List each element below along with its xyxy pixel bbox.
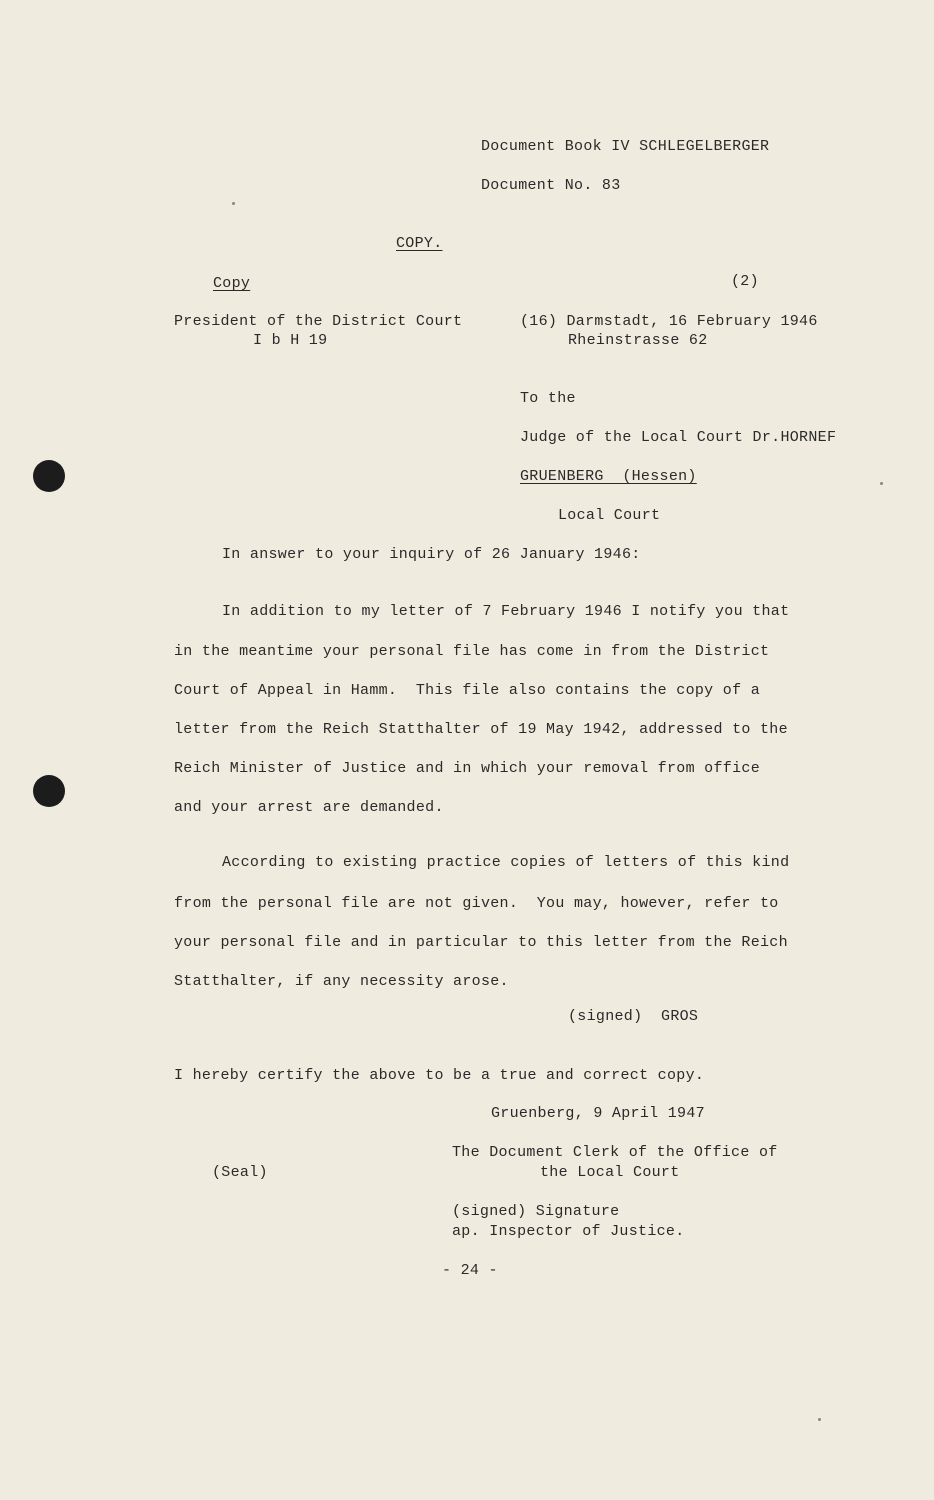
punch-hole-bottom <box>33 775 65 807</box>
paragraph-2-line: from the personal file are not given. You may, however, refer to <box>174 895 779 912</box>
paragraph-1-line: letter from the Reich Statthalter of 19 May 1942, addressed to the <box>174 721 788 738</box>
paragraph-1-line: In addition to my letter of 7 February 1946 I notify you that <box>222 603 790 620</box>
place-date-line-2: Rheinstrasse 62 <box>568 332 708 349</box>
subject-line: In answer to your inquiry of 26 January 1946: <box>222 546 641 563</box>
seal-label: (Seal) <box>212 1164 268 1181</box>
paragraph-1-line: Court of Appeal in Hamm. This file also contains the copy of a <box>174 682 760 699</box>
clerk-line-1: The Document Clerk of the Office of <box>452 1144 778 1161</box>
paper-speck <box>232 202 235 205</box>
document-number-line: Document No. 83 <box>481 177 621 194</box>
paragraph-2-line: your personal file and in particular to this letter from the Reich <box>174 934 788 951</box>
punch-hole-top <box>33 460 65 492</box>
addressee-line-2: Judge of the Local Court Dr.HORNEF <box>520 429 837 446</box>
signature-line-1: (signed) Signature <box>452 1203 620 1220</box>
paragraph-2-line: Statthalter, if any necessity arose. <box>174 973 509 990</box>
place-date-line-1: (16) Darmstadt, 16 February 1946 <box>520 313 818 330</box>
addressee-line-3: GRUENBERG (Hessen) <box>520 468 697 485</box>
addressee-line-1: To the <box>520 390 576 407</box>
copy-label: Copy <box>213 275 251 292</box>
document-book-line: Document Book IV SCHLEGELBERGER <box>481 138 770 155</box>
signature-line-2: ap. Inspector of Justice. <box>452 1223 685 1240</box>
certification-place-date: Gruenberg, 9 April 1947 <box>491 1105 705 1122</box>
document-title: COPY. <box>396 235 443 252</box>
paragraph-1-line: Reich Minister of Justice and in which your removal from office <box>174 760 760 777</box>
signed-gros: (signed) GROS <box>568 1008 699 1025</box>
paragraph-1-line: and your arrest are demanded. <box>174 799 444 816</box>
clerk-line-2: the Local Court <box>540 1164 680 1181</box>
page-number: - 24 - <box>442 1262 498 1279</box>
certification-line: I hereby certify the above to be a true and correct copy. <box>174 1067 705 1084</box>
paragraph-2-line: According to existing practice copies of letters of this kind <box>222 854 790 871</box>
sender-line-2: I b H 19 <box>253 332 328 349</box>
addressee-line-4: Local Court <box>558 507 661 524</box>
paper-speck <box>818 1418 821 1421</box>
paragraph-1-line: in the meantime your personal file has come in from the District <box>174 643 770 660</box>
sender-line-1: President of the District Court <box>174 313 463 330</box>
page-marker: (2) <box>731 273 759 290</box>
paper-speck <box>880 482 883 485</box>
